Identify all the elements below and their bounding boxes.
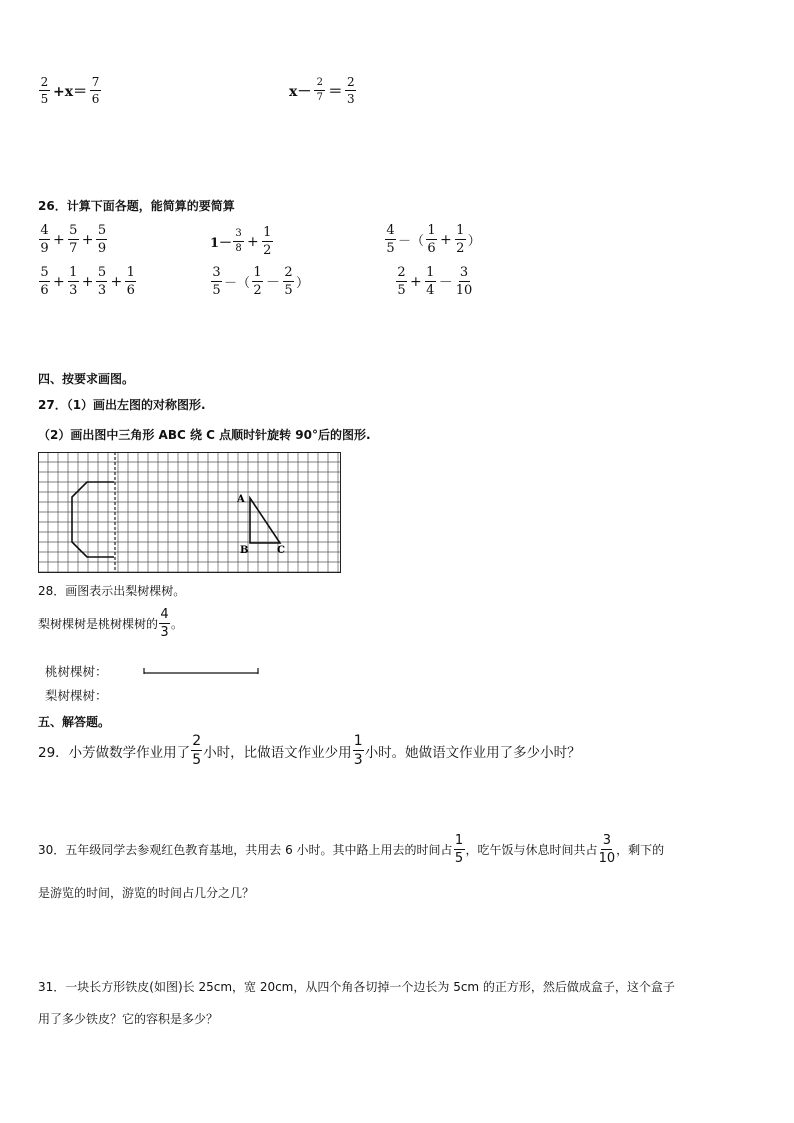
- fraction: $\frac{2}{7}$: [314, 78, 325, 103]
- question-31-line-1: 31．一块长方形铁皮(如图)长 25cm，宽 20cm，从四个角各切掉一个边长为 5cm 的正方形，然后做成盒子，这个盒子: [38, 980, 675, 994]
- fraction: $\frac{2}{3}$: [347, 75, 355, 106]
- section-5-heading: 五、解答题。: [38, 715, 111, 729]
- triangle-abc: [250, 498, 280, 543]
- question-28-title: 28．画图表示出梨树棵树。: [38, 584, 186, 598]
- equation-left: $\frac{2}{5}$ +x＝ $\frac{7}{6}$: [40, 75, 100, 106]
- expression-5: $\frac{3}{5}$ －（ $\frac{1}{2}$ － $\frac{2}{5}$ ）: [212, 265, 310, 298]
- point-b-label: B: [240, 545, 249, 556]
- point-a-label: A: [237, 494, 245, 505]
- expression-1: $\frac{4}{9}$ + $\frac{5}{7}$ + $\frac{5}{9}$: [40, 223, 107, 256]
- question-27-part-2: （2）画出图中三角形 ABC 绕 C 点顺时针旋转 90°后的图形.: [38, 428, 371, 442]
- question-27-part-1: 27．（1）画出左图的对称图形.: [38, 398, 206, 412]
- question-31-line-2: 用了多少铁皮？它的容积是多少？: [38, 1012, 219, 1026]
- fraction: $\frac{1}{3}$: [353, 733, 363, 768]
- grid-figure: [38, 452, 342, 574]
- question-29: 29．小芳做数学作业用了 $\frac{2}{5}$ 小时，比做语文作业少用 $\frac{1}{3}$ 小时。她做语文作业用了多少小时？: [38, 733, 581, 768]
- pear-trees-label: 梨树棵树：: [45, 688, 108, 703]
- fraction: $\frac{2}{5}$: [192, 733, 202, 768]
- question-30-line-1: 30．五年级同学去参观红色教育基地，共用去 6 小时。其中路上用去的时间占 $\frac{1}{5}$ ，吃午饭与休息时间共占 $\frac{3}{10}$ ，剩下的: [38, 833, 665, 866]
- fraction: $\frac{1}{5}$: [454, 833, 464, 866]
- peach-trees-segment: [142, 665, 262, 677]
- expression-6: $\frac{2}{5}$ + $\frac{1}{4}$ － $\frac{3}{10}$: [397, 265, 473, 298]
- question-30-line-2: 是游览的时间，游览的时间占几分之几？: [38, 886, 255, 900]
- fraction: $\frac{7}{6}$: [91, 75, 100, 106]
- expression-3: $\frac{4}{5}$ －（ $\frac{1}{6}$ + $\frac{1}{2}$ ）: [386, 223, 481, 256]
- peach-trees-label: 桃树棵树：: [45, 664, 108, 679]
- expression-2: 1－ $\frac{3}{8}$ + $\frac{1}{2}$: [210, 225, 272, 258]
- equation-right: x－ $\frac{2}{7}$ ＝ $\frac{2}{3}$: [289, 75, 355, 106]
- fraction: $\frac{4}{3}$: [160, 607, 169, 640]
- fraction: $\frac{2}{5}$: [40, 75, 49, 106]
- point-c-label: C: [277, 545, 285, 556]
- question-28-statement: 梨树棵树是桃树棵树的 $\frac{4}{3}$ 。: [38, 607, 184, 640]
- expression-4: $\frac{5}{6}$ + $\frac{1}{3}$ + $\frac{5}{3}$ + $\frac{1}{6}$: [40, 265, 135, 298]
- question-26-title: 26．计算下面各题，能简算的要简算: [38, 199, 235, 213]
- section-4-heading: 四、按要求画图。: [38, 372, 135, 386]
- fraction: $\frac{3}{10}$: [598, 833, 616, 866]
